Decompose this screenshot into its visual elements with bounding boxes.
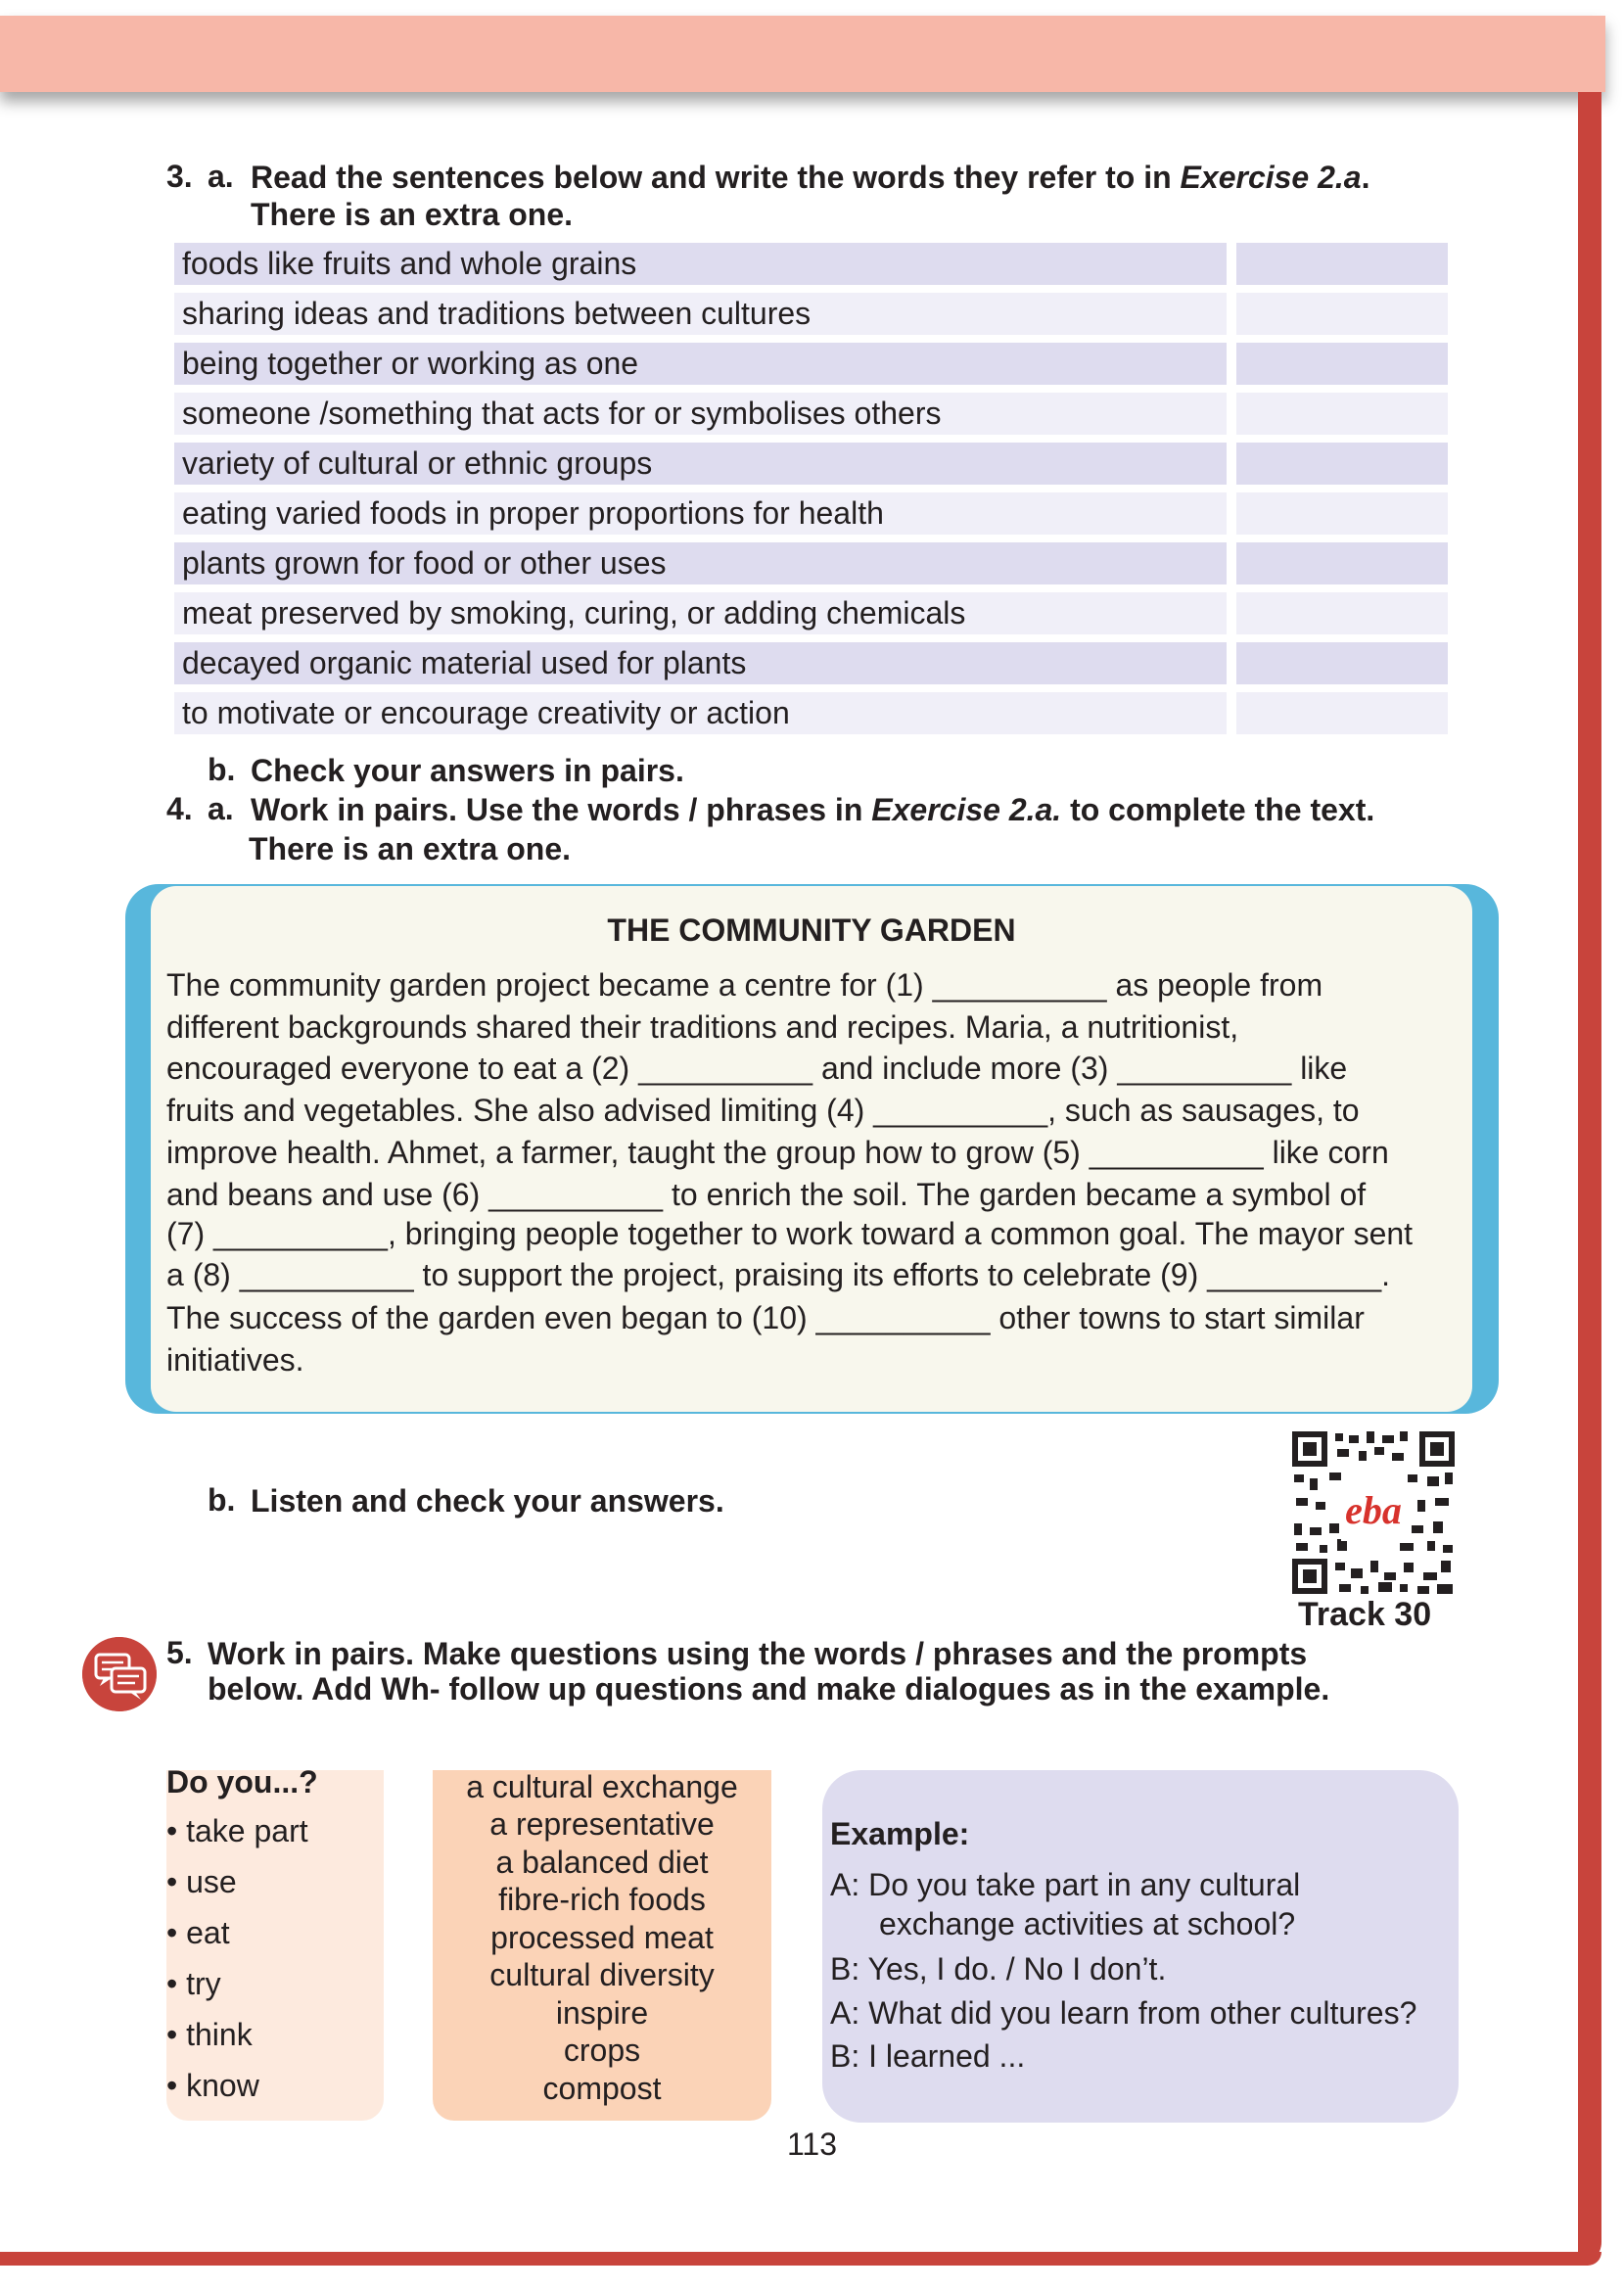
list-item: • think xyxy=(166,2017,253,2052)
garden-line: initiatives. xyxy=(166,1342,304,1378)
answer-cell[interactable] xyxy=(1236,343,1448,385)
phrase-item: compost xyxy=(542,2071,662,2106)
page-number: 113 xyxy=(786,2127,837,2162)
list-item: • use xyxy=(166,1864,237,1899)
ex3-instruction: Read the sentences below and write the words they refer to in Exercise 2.a. xyxy=(251,160,1370,195)
svg-text:eba: eba xyxy=(1345,1488,1402,1532)
qr-code-icon[interactable] xyxy=(1290,1429,1457,1596)
definition-cell: someone /something that acts for or symbolises others xyxy=(174,393,1227,435)
garden-line: improve health. Ahmet, a farmer, taught the group how to grow (5) __________ like corn xyxy=(166,1135,1389,1170)
phrase-item: a balanced diet xyxy=(495,1845,709,1880)
track-label: Track 30 xyxy=(1298,1596,1432,1633)
ex4-instruction-2: There is an extra one. xyxy=(249,831,572,866)
phrase-item: a representative xyxy=(489,1806,715,1842)
list-item: • know xyxy=(166,2068,259,2103)
definition-cell: sharing ideas and traditions between cultures xyxy=(174,293,1227,335)
garden-line: different backgrounds shared their traditions and recipes. Maria, a nutritionist, xyxy=(166,1009,1239,1045)
phrase-item: fibre-rich foods xyxy=(498,1882,706,1917)
garden-line: (7) __________, bringing people together to work toward a common goal. The mayor sent xyxy=(166,1216,1414,1251)
example-line: exchange activities at school? xyxy=(879,1906,1296,1941)
definition-cell: to motivate or encourage creativity or action xyxy=(174,692,1227,734)
definition-cell: being together or working as one xyxy=(174,343,1227,385)
ex4-instruction: Work in pairs. Use the words / phrases in Exercise 2.a. to complete the text. xyxy=(251,792,1375,827)
ex3-part-a: a. xyxy=(208,159,234,194)
definition-cell: decayed organic material used for plants xyxy=(174,642,1227,684)
ex3-part-b-text: Check your answers in pairs. xyxy=(251,753,684,788)
example-line: A: What did you learn from other cultures? xyxy=(830,1995,1417,2031)
garden-line: encouraged everyone to eat a (2) __________ and include more (3) __________ like xyxy=(166,1051,1348,1086)
garden-title: THE COMMUNITY GARDEN xyxy=(607,912,1016,948)
answer-cell[interactable] xyxy=(1236,592,1448,634)
list-item: • take part xyxy=(166,1813,308,1848)
ex3-instruction-2: There is an extra one. xyxy=(251,197,574,232)
answer-cell[interactable] xyxy=(1236,443,1448,485)
phrase-item: processed meat xyxy=(490,1920,714,1955)
ex4-part-b: b. xyxy=(208,1482,236,1518)
speaking-activity-icon xyxy=(82,1637,157,1711)
example-line: B: Yes, I do. / No I don’t. xyxy=(830,1951,1167,1987)
ex3-part-b: b. xyxy=(208,752,236,787)
answer-cell[interactable] xyxy=(1236,293,1448,335)
answer-cell[interactable] xyxy=(1236,692,1448,734)
example-line: A: Do you take part in any cultural xyxy=(830,1867,1301,1902)
ex5-number: 5. xyxy=(166,1635,193,1670)
ex3-number: 3. xyxy=(166,159,193,194)
ex4-number: 4. xyxy=(166,791,193,826)
list-item: • eat xyxy=(166,1915,230,1950)
definition-cell: plants grown for food or other uses xyxy=(174,542,1227,584)
definition-cell: eating varied foods in proper proportions for health xyxy=(174,492,1227,535)
garden-line: fruits and vegetables. She also advised limiting (4) __________, such as sausages, to xyxy=(166,1093,1360,1128)
answer-cell[interactable] xyxy=(1236,243,1448,285)
ex5-instruction-2: below. Add Wh- follow up questions and make dialogues as in the example. xyxy=(208,1671,1330,1707)
phrase-item: crops xyxy=(563,2033,641,2068)
definition-cell: variety of cultural or ethnic groups xyxy=(174,443,1227,485)
prompt-column-heading: Do you...? xyxy=(166,1764,318,1800)
phrase-item: cultural diversity xyxy=(489,1957,715,1992)
answer-cell[interactable] xyxy=(1236,642,1448,684)
garden-line: a (8) __________ to support the project, praising its efforts to celebrate (9) __________. xyxy=(166,1257,1390,1292)
answer-cell[interactable] xyxy=(1236,393,1448,435)
answer-cell[interactable] xyxy=(1236,542,1448,584)
ex5-instruction: Work in pairs. Make questions using the words / phrases and the prompts xyxy=(208,1636,1308,1671)
ex4-part-b-text: Listen and check your answers. xyxy=(251,1483,724,1519)
garden-line: and beans and use (6) __________ to enrich the soil. The garden became a symbol of xyxy=(166,1177,1367,1212)
right-frame-bar xyxy=(1578,92,1601,2266)
definition-cell: foods like fruits and whole grains xyxy=(174,243,1227,285)
example-heading: Example: xyxy=(830,1816,970,1851)
ex4-part-a: a. xyxy=(208,791,234,826)
top-color-band xyxy=(0,16,1605,92)
phrase-item: a cultural exchange xyxy=(466,1769,738,1804)
phrase-item: inspire xyxy=(555,1995,649,2031)
answer-cell[interactable] xyxy=(1236,492,1448,535)
garden-line: The community garden project became a centre for (1) __________ as people from xyxy=(166,967,1323,1003)
garden-line: The success of the garden even began to (10) __________ other towns to start similar xyxy=(166,1300,1365,1335)
bottom-frame-bar xyxy=(0,2252,1601,2266)
list-item: • try xyxy=(166,1966,221,2001)
example-line: B: I learned ... xyxy=(830,2038,1026,2074)
definition-cell: meat preserved by smoking, curing, or adding chemicals xyxy=(174,592,1227,634)
